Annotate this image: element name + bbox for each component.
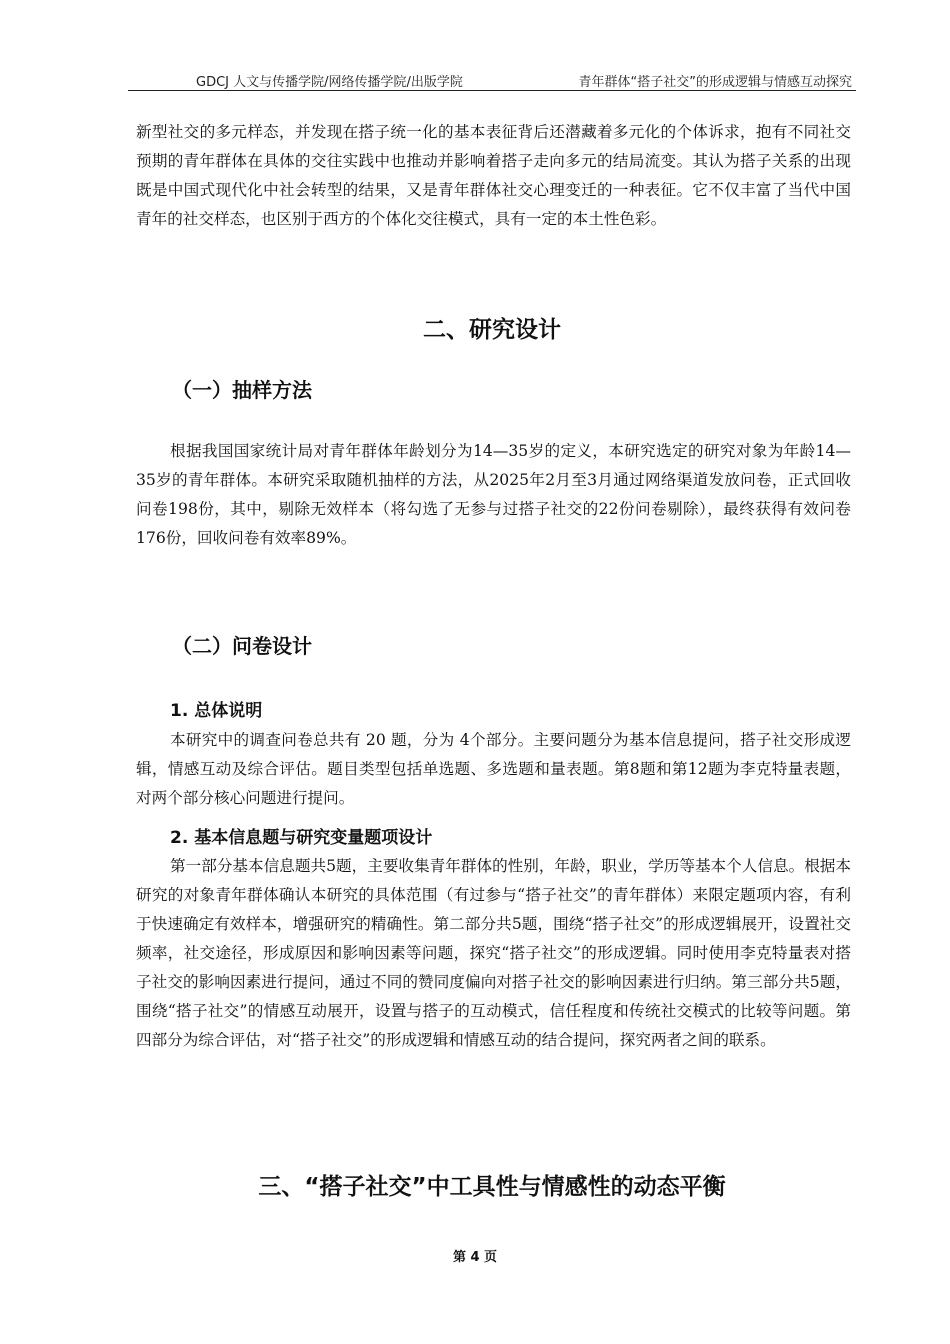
- page-header: [128, 68, 856, 91]
- header-institution: GDCJ 人文与传播学院/网络传播学院/出版学院: [196, 75, 463, 90]
- subsection-sampling-heading: （一）抽样方法: [172, 378, 312, 402]
- sampling-paragraph: 根据我国国家统计局对青年群体年龄划分为14—35岁的定义，本研究选定的研究对象为年龄14—35岁的青年群体。本研究采取随机抽样的方法，从2025年2月至3月通过网络渠道发放问卷，正式回收问卷198份，其中，剔除无效样本（将勾选了无参与过搭子社交的22份问卷剔除），最终获得有效问卷176份，回收问卷有效率89%。: [136, 442, 851, 547]
- intro-paragraph: 新型社交的多元样态，并发现在搭子统一化的基本表征背后还潜藏着多元化的个体诉求，抱有不同社交预期的青年群体在具体的交往实践中也推动并影响着搭子走向多元的结局流变。其认为搭子关系的出现既是中国式现代化中社会转型的结果，又是青年群体社交心理变迁的一种表征。它不仅丰富了当代中国青年的社交样态，也区别于西方的个体化交往模式，具有一定的本土性色彩。: [136, 123, 851, 228]
- overview-paragraph: 本研究中的调查问卷总共有 20 题，分为 4个部分。主要问题分为基本信息提问，搭子社交形成逻辑，情感互动及综合评估。题目类型包括单选题、多选题和量表题。第8题和第12题为李克特量表题，对两个部分核心问题进行提问。: [136, 731, 851, 807]
- section-2-heading: 二、研究设计: [423, 317, 561, 343]
- item-overview-heading: 1. 总体说明: [170, 701, 263, 721]
- subsection-questionnaire-heading: （二）问卷设计: [172, 634, 312, 658]
- section-3-heading: 三、“搭子社交”中工具性与情感性的动态平衡: [258, 1174, 726, 1200]
- variables-paragraph: 第一部分基本信息题共5题，主要收集青年群体的性别，年龄，职业，学历等基本个人信息。根据本研究的对象青年群体确认本研究的具体范围（有过参与“搭子社交”的青年群体）来限定题项内容，有利于快速确定有效样本，增强研究的精确性。第二部分共5题，围绕“搭子社交”的形成逻辑展开，设置社交频率，社交途径，形成原因和影响因素等问题，探究“搭子社交”的形成逻辑。同时使用李克特量表对搭子社交的影响因素进行提问，通过不同的赞同度偏向对搭子社交的影响因素进行归纳。第三部分共5题，围绕“搭子社交”的情感互动展开，设置与搭子的互动模式，信任程度和传统社交模式的比较等问题。第四部分为综合评估，对“搭子社交”的形成逻辑和情感互动的结合提问，探究两者之间的联系。: [136, 857, 851, 1049]
- header-paper-title: 青年群体“搭子社交”的形成逻辑与情感互动探究: [578, 75, 852, 90]
- item-variables-heading: 2. 基本信息题与研究变量题项设计: [170, 828, 433, 848]
- page-number: 第 4 页: [452, 1250, 498, 1265]
